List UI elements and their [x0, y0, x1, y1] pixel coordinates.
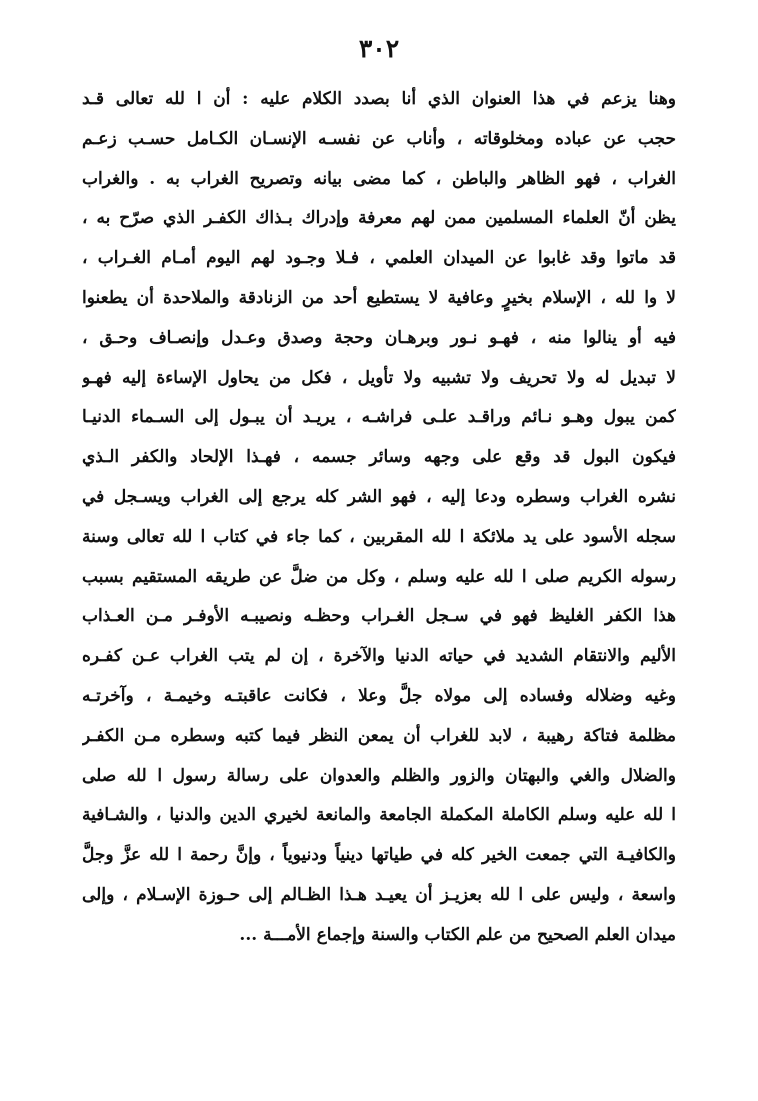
text-line: فيكون البول قد وقع على وجهه وسائر جسمه ، فهـذا الإلحاد والكفر الـذي — [82, 447, 676, 468]
text-line-last: ميدان العلم الصحيح من علم الكتاب والسنة وإجماع الأمـــة ... — [239, 924, 676, 945]
text-line: وغيه وضلاله وفساده إلى مولاه جلَّ وعلا ، فكانت عاقبتـه وخيمـة ، وآخرتـه — [82, 685, 676, 706]
text-line: والكافيـة التي جمعت الخير كله في طياتها دينياً ودنيوياً ، وإنَّ رحمة ا لله عزَّ وجلَّ — [82, 845, 676, 866]
text-line: فيه أو ينالوا منه ، فهـو نـور وبرهـان وحجة وصدق وعـدل وإنصـاف وحـق ، — [82, 327, 676, 348]
text-line: قد ماتوا وقد غابوا عن الميدان العلمي ، فـلا وجـود لهم اليوم أمـام الغـراب ، — [82, 248, 676, 269]
text-line: نشره الغراب وسطره ودعا إليه ، فهو الشر كله يرجع إلى الغراب ويسـجل في — [82, 486, 676, 507]
text-line: يظن أنّ العلماء المسلمين ممن لهم معرفة وإدراك بـذاك الكفـر الذي صرّح به ، — [82, 208, 676, 229]
text-line: لا تبديل له ولا تحريف ولا تشبيه ولا تأويل ، فكل من يحاول الإساءة إليه فهـو — [82, 367, 676, 388]
text-line: هذا الكفر الغليظ فهو في سـجل الغـراب وحظـه ونصيبـه الأوفـر مـن العـذاب — [82, 606, 676, 627]
text-line: رسوله الكريم صلى ا لله عليه وسلم ، وكل من ضلَّ عن طريقه المستقيم بسبب — [82, 566, 676, 587]
text-line: والضلال والغي والبهتان والزور والظلم والعدوان على رسالة رسول ا لله صلى — [82, 765, 676, 786]
text-line: ا لله عليه وسلم الكاملة المكملة الجامعة والمانعة لخيري الدين والدنيا ، والشـافية — [82, 805, 676, 826]
text-line: مظلمة فتاكة رهيبة ، لابد للغراب أن يمعن النظر فيما كتبه وسطره مـن الكفـر — [82, 725, 676, 746]
body-text — [82, 80, 676, 956]
text-line: لا وا لله ، الإسلام بخيرٍ وعافية لا يستطيع أحد من الزنادقة والملاحدة أن يطعنوا — [82, 287, 676, 308]
text-line: سجله الأسود على يد ملائكة ا لله المقربين ، كما جاء في كتاب ا لله تعالى وسنة — [82, 526, 676, 547]
text-line: الأليم والانتقام الشديد في حياته الدنيا والآخرة ، إن لم يتب الغراب عـن كفـره — [82, 646, 676, 667]
text-line: واسعة ، وليس على ا لله بعزيـز أن يعيـد هـذا الظـالم إلى حـوزة الإسـلام ، وإلى — [82, 884, 676, 905]
page-number: ٣٠٢ — [358, 34, 400, 63]
text-line: الغراب ، فهو الظاهر والباطن ، كما مضى بيانه وتصريح الغراب به . والغراب — [82, 168, 676, 189]
text-line: حجب عن عباده ومخلوقاته ، وأناب عن نفسـه الإنسـان الكـامل حسـب زعـم — [82, 128, 676, 149]
text-line: كمن يبول وهـو نـائم وراقـد علـى فراشـه ، يريـد أن يبـول إلى السـماء الدنيـا — [82, 407, 676, 428]
text-line: وهنا يزعم في هذا العنوان الذي أنا بصدد الكلام عليه : أن ا لله تعالى قـد — [82, 89, 676, 109]
